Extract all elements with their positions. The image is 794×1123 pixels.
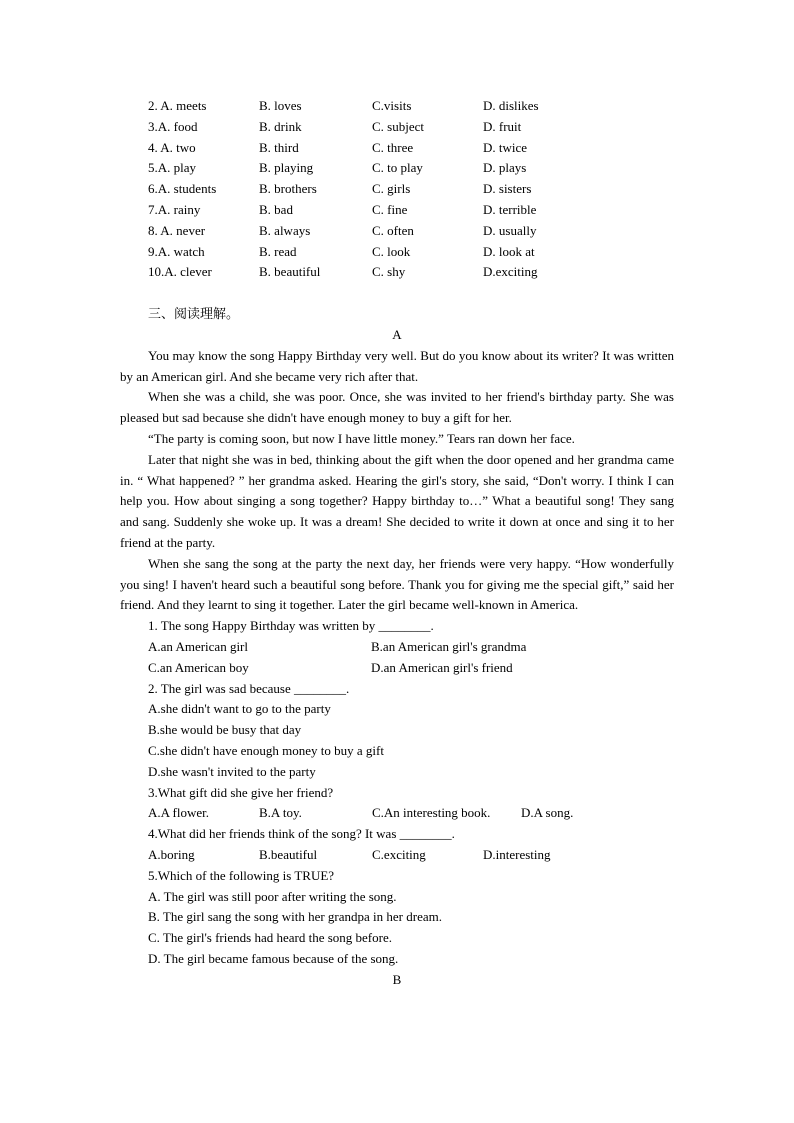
option-a: 2. A. meets (148, 98, 207, 113)
option-d: D. plays (483, 160, 527, 176)
option-d: D. sisters (483, 181, 532, 197)
passage-b-label: B (392, 971, 402, 987)
option-d: D. twice (483, 139, 528, 155)
option-c: C. fine (372, 201, 408, 217)
question-2-option-d: D.she wasn't invited to the party (148, 763, 316, 779)
option-a: 10.A. clever (148, 264, 212, 280)
question-5-option-a: A. The girl was still poor after writing the song. (148, 888, 397, 904)
passage-a-label: A (392, 327, 402, 342)
option-b: B. playing (259, 160, 314, 176)
option-row (148, 117, 668, 138)
option-row (148, 221, 668, 242)
option-b: B. drink (259, 118, 302, 134)
option-c: C. shy (372, 264, 406, 280)
question-3-option-b: B.A toy. (259, 805, 302, 821)
question-4-option-b: B.beautiful (259, 846, 318, 862)
option-row (148, 138, 668, 159)
option-a: 5.A. play (148, 160, 197, 176)
question-1-option-c: C.an American boy (148, 659, 249, 675)
option-d: D. look at (483, 243, 535, 259)
option-a: 8. A. never (148, 222, 206, 238)
paragraph: “The party is coming soon, but now I have little money.” Tears ran down her face. (148, 430, 575, 446)
option-row (148, 242, 668, 263)
question-5-option-b: B. The girl sang the song with her grandpa in her dream. (148, 909, 442, 925)
option-row (148, 200, 668, 221)
question-4-option-d: D.interesting (483, 846, 551, 862)
option-d: D.exciting (483, 264, 538, 280)
question-3-stem: 3.What gift did she give her friend? (148, 784, 334, 800)
option-row (148, 96, 668, 117)
question-5-stem: 5.Which of the following is TRUE? (148, 867, 335, 883)
option-b: B. brothers (259, 181, 317, 197)
question-4-stem: 4.What did her friends think of the song? It was ________. (148, 826, 455, 842)
question-2-option-b: B.she would be busy that day (148, 722, 302, 738)
question-3-option-a: A.A flower. (148, 805, 210, 821)
question-5-option-d: D. The girl became famous because of the song. (148, 950, 399, 966)
option-c: C. look (372, 243, 411, 259)
option-b: B. read (259, 243, 297, 259)
option-b: B. bad (259, 201, 293, 217)
question-1-stem: 1. The song Happy Birthday was written by ________. (148, 618, 434, 634)
option-row (148, 262, 668, 283)
question-3-option-c: C.An interesting book. (372, 805, 491, 821)
question-2-stem: 2. The girl was sad because ________. (148, 680, 350, 696)
option-a: 3.A. food (148, 118, 198, 134)
option-b: B. third (259, 139, 299, 155)
question-2-option-a: A.she didn't want to go to the party (148, 701, 331, 717)
option-d: D. usually (483, 222, 537, 238)
question-5-option-c: C. The girl's friends had heard the song before. (148, 930, 392, 946)
option-row (148, 179, 668, 200)
option-a: 6.A. students (148, 181, 217, 197)
question-1-option-d: D.an American girl's friend (371, 659, 513, 675)
option-d: D. dislikes (483, 98, 539, 113)
option-c: C. subject (372, 118, 424, 134)
paragraph: When she sang the song at the party the next day, her friends were very happy. “How wonderfully you sing! I haven't heard such a beautiful song before. Thank you for giving me the special gift,” said her friend. And they learnt to sing it together. Later the girl became well-known in America. (120, 555, 674, 613)
paragraph: You may know the song Happy Birthday very well. But do you know about its writer? It was written by an American girl. And she became very rich after that. (120, 347, 674, 384)
option-d: D. terrible (483, 201, 537, 217)
section-title: 三、阅读理解。 (148, 307, 240, 322)
question-1-option-b: B.an American girl's grandma (371, 638, 527, 654)
option-row (148, 158, 668, 179)
option-c: C. often (372, 222, 414, 238)
option-b: B. loves (259, 98, 302, 113)
option-d: D. fruit (483, 118, 522, 134)
option-c: C. three (372, 139, 414, 155)
question-3-option-d: D.A song. (521, 805, 574, 821)
option-a: 7.A. rainy (148, 201, 201, 217)
option-c: C. to play (372, 160, 423, 176)
option-a: 4. A. two (148, 139, 196, 155)
option-b: B. always (259, 222, 311, 238)
passage-a (120, 325, 674, 991)
question-4-options-row (148, 845, 674, 866)
question-4-option-c: C.exciting (372, 846, 426, 862)
question-4-option-a: A.boring (148, 846, 195, 862)
option-b: B. beautiful (259, 264, 321, 280)
question-1-options-row (148, 637, 674, 658)
question-2-option-c: C.she didn't have enough money to buy a gift (148, 742, 384, 758)
question-3-options-row (148, 803, 674, 824)
paragraph: Later that night she was in bed, thinking about the gift when the door opened and her grandma came in. “ What happened? ” her grandma asked. Hearing the girl's story, she said, “Don't worry. I think I can help you. How about singing a song together? Happy birthday to…” What a beautiful song! They sang and sang. Suddenly she woke up. It was a dream! She decided to write it down at once and sing it to her friend at the party. (120, 451, 674, 550)
option-a: 9.A. watch (148, 243, 205, 259)
option-c: C. girls (372, 181, 411, 197)
question-1-option-a: A.an American girl (148, 638, 248, 654)
paragraph: When she was a child, she was poor. Once, she was invited to her friend's birthday party. She was pleased but sad because she didn't have enough money to buy a gift for her. (120, 389, 674, 426)
question-1-options-row (148, 658, 674, 679)
cloze-options (148, 96, 668, 283)
option-c: C.visits (372, 98, 412, 113)
